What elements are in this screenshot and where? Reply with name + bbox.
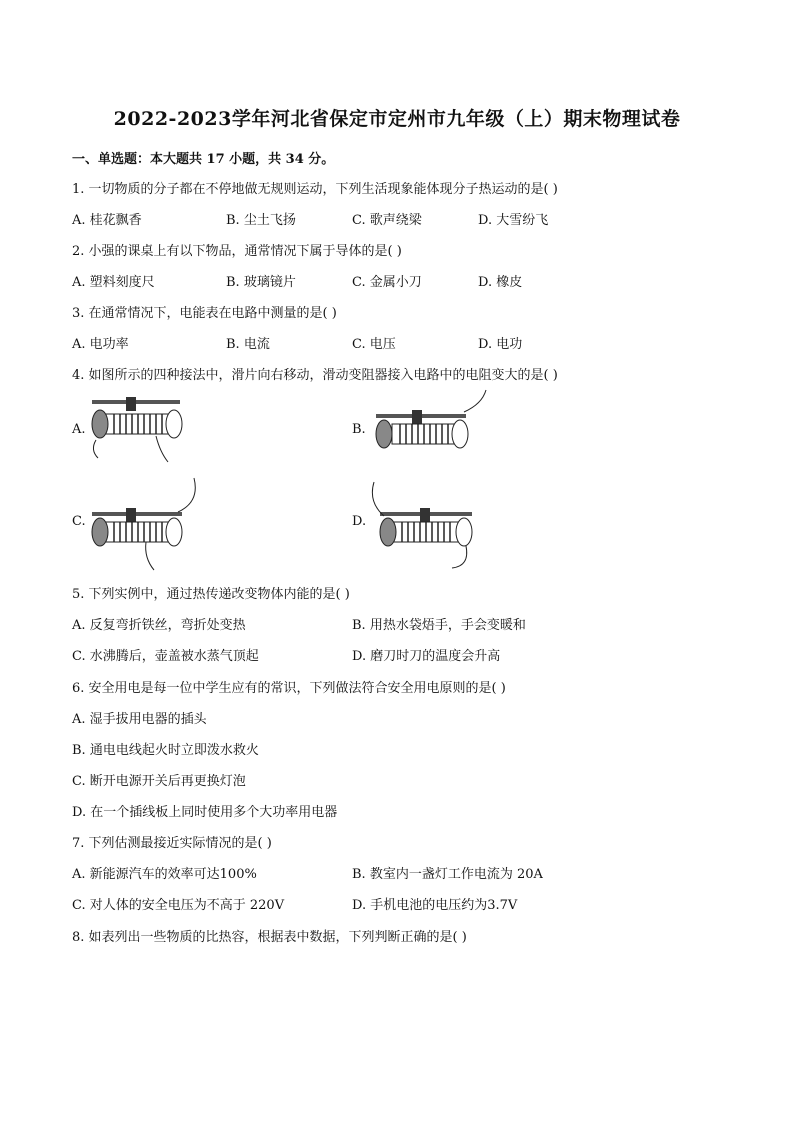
q2-option-d: D. 橡皮 xyxy=(478,275,523,290)
q4-figure-label-d: D. xyxy=(352,514,367,529)
question-4-stem: 4. 如图所示的四种接法中，滑片向右移动，滑动变阻器接入电路中的电阻变大的是( ) xyxy=(72,368,558,383)
question-8-stem: 8. 如表列出一些物质的比热容，根据表中数据，下列判断正确的是( ) xyxy=(72,930,467,945)
question-2-stem: 2. 小强的课桌上有以下物品，通常情况下属于导体的是( ) xyxy=(72,244,402,259)
q4-figure-label-b: B. xyxy=(352,422,366,437)
q3-option-d: D. 电功 xyxy=(478,337,523,352)
q2-option-a: A. 塑料刻度尺 xyxy=(72,275,155,290)
q3-option-a: A. 电功率 xyxy=(72,337,129,352)
rheostat-figure-c xyxy=(86,476,210,572)
q3-option-b: B. 电流 xyxy=(226,337,270,352)
q3-option-c: C. 电压 xyxy=(352,337,396,352)
q2-option-b: B. 玻璃镜片 xyxy=(226,275,296,290)
question-6-stem: 6. 安全用电是每一位中学生应有的常识，下列做法符合安全用电原则的是( ) xyxy=(72,681,506,696)
q7-option-d: D. 手机电池的电压约为3.7V xyxy=(352,898,518,913)
q6-option-b: B. 通电电线起火时立即泼水救火 xyxy=(72,743,259,758)
q5-option-a: A. 反复弯折铁丝，弯折处变热 xyxy=(72,618,246,633)
q5-option-c: C. 水沸腾后，壶盖被水蒸气顶起 xyxy=(72,649,259,664)
q1-option-d: D. 大雪纷飞 xyxy=(478,213,549,228)
q1-option-b: B. 尘土飞扬 xyxy=(226,213,296,228)
q5-option-d: D. 磨刀时刀的温度会升高 xyxy=(352,649,501,664)
q1-option-c: C. 歌声绕梁 xyxy=(352,213,422,228)
q4-figure-label-c: C. xyxy=(72,514,86,529)
rheostat-figure-d xyxy=(366,476,490,572)
q6-option-c: C. 断开电源开关后再更换灯泡 xyxy=(72,774,246,789)
q5-option-b: B. 用热水袋焐手，手会变暖和 xyxy=(352,618,526,633)
question-1-stem: 1. 一切物质的分子都在不停地做无规则运动，下列生活现象能体现分子热运动的是( ) xyxy=(72,182,558,197)
question-3-stem: 3. 在通常情况下，电能表在电路中测量的是( ) xyxy=(72,306,337,321)
q7-option-b: B. 教室内一盏灯工作电流为 20A xyxy=(352,867,543,882)
q4-figure-label-a: A. xyxy=(72,422,86,437)
rheostat-figure-a xyxy=(86,392,196,464)
q1-option-a: A. 桂花飘香 xyxy=(72,213,142,228)
q2-option-c: C. 金属小刀 xyxy=(352,275,422,290)
q6-option-d: D. 在一个插线板上同时使用多个大功率用电器 xyxy=(72,805,338,820)
section-heading: 一、单选题：本大题共 17 小题，共 34 分。 xyxy=(72,152,335,167)
page-title: 2022-2023学年河北省保定市定州市九年级（上）期末物理试卷 xyxy=(113,108,681,130)
q6-option-a: A. 湿手拔用电器的插头 xyxy=(72,712,207,727)
question-5-stem: 5. 下列实例中，通过热传递改变物体内能的是( ) xyxy=(72,587,350,602)
rheostat-figure-b xyxy=(368,388,492,460)
q7-option-c: C. 对人体的安全电压为不高于 220V xyxy=(72,898,285,913)
q7-option-a: A. 新能源汽车的效率可达100% xyxy=(72,867,257,882)
question-7-stem: 7. 下列估测最接近实际情况的是( ) xyxy=(72,836,272,851)
